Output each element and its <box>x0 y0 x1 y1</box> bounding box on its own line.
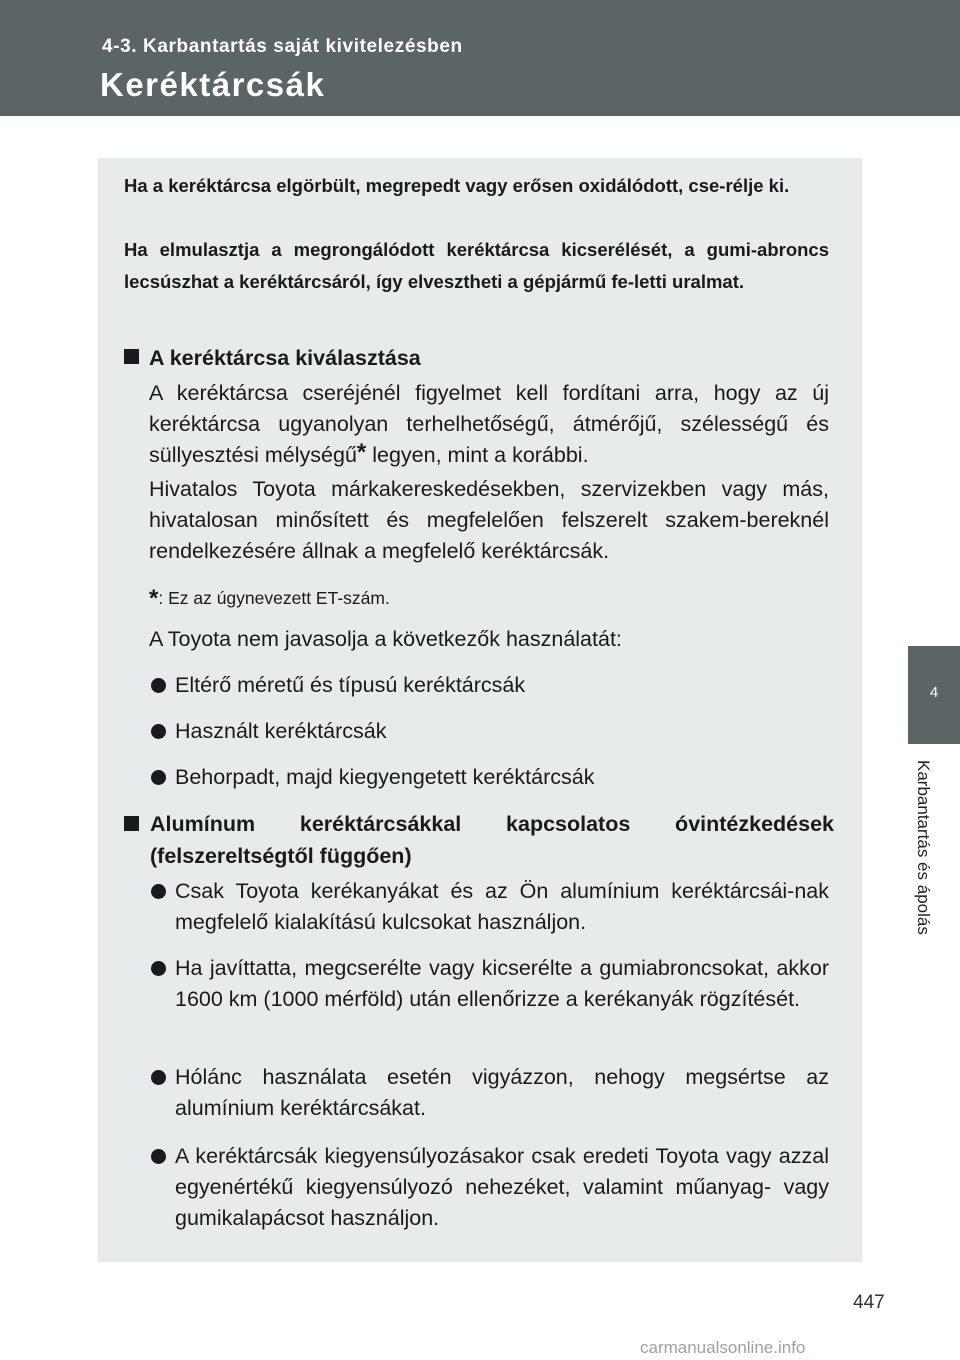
page-number: 447 <box>853 1292 885 1313</box>
list-item: Ha javíttatta, megcserélte vagy kicserélte a gumiabroncsokat, akkor 1600 km (1000 mérföld) után ellenőrizze a kerékanyák rögzítését. <box>149 953 829 1015</box>
square-bullet-icon <box>124 349 139 364</box>
selection-paragraph <box>149 378 829 471</box>
page-title: Keréktárcsák <box>100 66 326 103</box>
footnote-asterisk: * <box>149 585 159 612</box>
page-header <box>0 0 960 116</box>
heading-line-1: Alumínum keréktárcsákkal kapcsolatos óvintézkedések <box>150 812 834 836</box>
selection-text-end: legyen, mint a korábbi. <box>366 443 589 467</box>
heading-line-2: (felszereltségtől függően) <box>150 844 412 868</box>
list-item: Csak Toyota kerékanyákat és az Ön alumínium keréktárcsái-nak megfelelő kialakítású kulcsokat használjon. <box>149 876 829 938</box>
watermark: carmanualsonline.info <box>640 1338 806 1357</box>
bullet-dot-icon <box>151 724 166 739</box>
section-heading-aluminium-precautions <box>124 808 834 872</box>
list-item: Eltérő méretű és típusú keréktárcsák <box>149 670 829 701</box>
bullet-dot-icon <box>151 884 166 899</box>
bullet-dot-icon <box>151 1070 166 1085</box>
footnote <box>149 587 390 610</box>
list-item: A keréktárcsák kiegyensúlyozásakor csak eredeti Toyota vagy azzal egyenértékű kiegyensúlyozó nehezéket, valamint műanyag- vagy gumikalapácsot használjon. <box>149 1141 829 1234</box>
dealer-paragraph: Hivatalos Toyota márkakereskedésekben, szervizekben vagy más, hivatalosan minősített és megfelelően felszerelt szakem-bereknél rendelkezésére állnak a megfelelő keréktárcsák. <box>149 477 829 563</box>
square-bullet-icon <box>124 816 139 831</box>
heading-text: A keréktárcsa kiválasztása <box>149 346 421 370</box>
chapter-number: 4 <box>929 684 939 701</box>
section-title: 4-3. Karbantartás saját kivitelezésben <box>102 36 463 57</box>
list-item: Hólánc használata esetén vigyázzon, nehogy megsértse az alumínium keréktárcsákat. <box>149 1062 829 1124</box>
footnote-text: : Ez az úgynevezett ET-szám. <box>158 588 390 608</box>
warning-paragraph-2: Ha elmulasztja a megrongálódott keréktárcsa kicserélését, a gumi-abroncs lecsúszhat a keréktárcsáról, így elvesztheti a gépjármű fe-letti uralmat. <box>124 239 829 292</box>
list-item: Behorpadt, majd kiegyengetett keréktárcsák <box>149 762 829 793</box>
bullet-dot-icon <box>151 1149 166 1164</box>
bullet-dot-icon <box>151 961 166 976</box>
list-item: Használt keréktárcsák <box>149 716 829 747</box>
section-heading-wheel-selection <box>124 342 834 374</box>
selection-text: A keréktárcsa cseréjénél figyelmet kell fordítani arra, hogy az új keréktárcsa ugyanolyan terhelhetőségű, átmérőjű, szélességű és süllyesztési mélységű <box>149 381 829 467</box>
asterisk-mark: * <box>356 439 367 466</box>
chapter-label: Karbantartás és ápolás <box>914 760 933 935</box>
warning-paragraph-1: Ha a keréktárcsa elgörbült, megrepedt vagy erősen oxidálódott, cse-rélje ki. <box>124 175 790 196</box>
bullet-dot-icon <box>151 678 166 693</box>
bullet-dot-icon <box>151 770 166 785</box>
not-recommended-intro: A Toyota nem javasolja a következők használatát: <box>149 627 622 651</box>
chapter-tab <box>908 646 960 744</box>
